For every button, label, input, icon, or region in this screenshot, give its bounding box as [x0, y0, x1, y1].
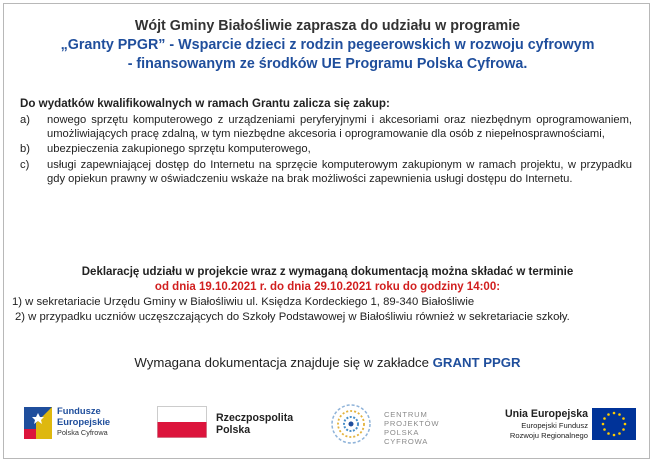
rzeczpospolita-polska-label — [216, 412, 293, 436]
list-item-text: usługi zapewniającej dostęp do Internetu na sprzęcie komputerowym zakupionym w ramach projektu, w przypadku gdy opiekun prawny w oświadczeniu wskaże na brak możliwości zapewnienia usługi dostępu do Internetu. — [47, 158, 632, 185]
ue-line-2: Europejski Fundusz — [521, 421, 588, 430]
list-marker: b) — [20, 143, 30, 156]
rp-line-2: Polska — [216, 424, 251, 436]
unia-europejska-label — [474, 408, 588, 441]
documentation-text: Wymagana dokumentacja znajduje się w zakładce — [134, 355, 429, 370]
heading-line-1: Wójt Gminy Białośliwie zaprasza do udziału w programie — [134, 18, 521, 34]
submission-place-1: 1) w sekretariacie Urzędu Gminy w Białośliwiu ul. Księdza Kordeckiego 1, 89-340 Białośliwie — [12, 296, 475, 308]
polish-flag-icon — [157, 406, 207, 438]
heading-line-3: - finansowanym ze środków UE Programu Polska Cyfrowa. — [127, 56, 528, 72]
heading-line-2: „Granty PPGR” - Wsparcie dzieci z rodzin pegeerowskich w rozwoju cyfrowym — [60, 37, 595, 53]
documentation-note — [0, 355, 655, 370]
submission-place-2: 2) w przypadku uczniów uczęszczających do Szkoły Podstawowej w Białośliwiu również w sekretariacie szkoły. — [15, 311, 570, 323]
cpp-line-1: CENTRUM — [384, 410, 428, 419]
eligible-expenses-list — [20, 113, 632, 187]
cppc-logo-icon — [326, 403, 376, 445]
list-item — [20, 142, 632, 156]
list-item-text: ubezpieczenia zakupionego sprzętu komputerowego, — [47, 143, 311, 156]
eu-flag-icon — [592, 408, 636, 440]
fundusze-europejskie-label — [57, 405, 110, 438]
fe-line-2: Europejskie — [57, 416, 111, 427]
eligible-expenses-intro: Do wydatków kwalifikowalnych w ramach Grantu zalicza się zakup: — [20, 97, 390, 110]
list-item-text: nowego sprzętu komputerowego z urządzeniami peryferyjnymi i akcesoriami oraz niezbędnym oprogramowaniem, umożliwiających pracę zdalną, w tym niezbędne akcesoria i oprogramowanie dla osób z niepełnosprawnościami, — [47, 114, 632, 141]
cpp-line-4: CYFROWA — [384, 437, 429, 446]
cpp-line-3: POLSKA — [384, 428, 420, 437]
declaration-line-1: Deklarację udziału w projekcie wraz z wymaganą dokumentacją można składać w terminie — [81, 266, 574, 278]
ue-line-1: Unia Europejska — [504, 408, 588, 420]
fe-line-3: Polska Cyfrowa — [57, 428, 108, 437]
list-item — [20, 158, 632, 186]
cppc-label — [384, 410, 439, 446]
rp-line-1: Rzeczpospolita — [216, 412, 294, 424]
list-marker: a) — [20, 114, 30, 126]
cpp-line-2: PROJEKTÓW — [384, 419, 440, 428]
list-item — [20, 113, 632, 141]
list-marker: c) — [20, 158, 30, 171]
grant-ppgr-link[interactable]: GRANT PPGR — [432, 355, 521, 370]
fundusze-europejskie-logo-icon — [22, 403, 54, 443]
fe-line-1: Fundusze — [57, 405, 101, 416]
declaration-deadline: od dnia 19.10.2021 r. do dnia 29.10.2021 roku do godziny 14:00: — [154, 281, 501, 293]
ue-line-3: Rozwoju Regionalnego — [509, 431, 588, 440]
